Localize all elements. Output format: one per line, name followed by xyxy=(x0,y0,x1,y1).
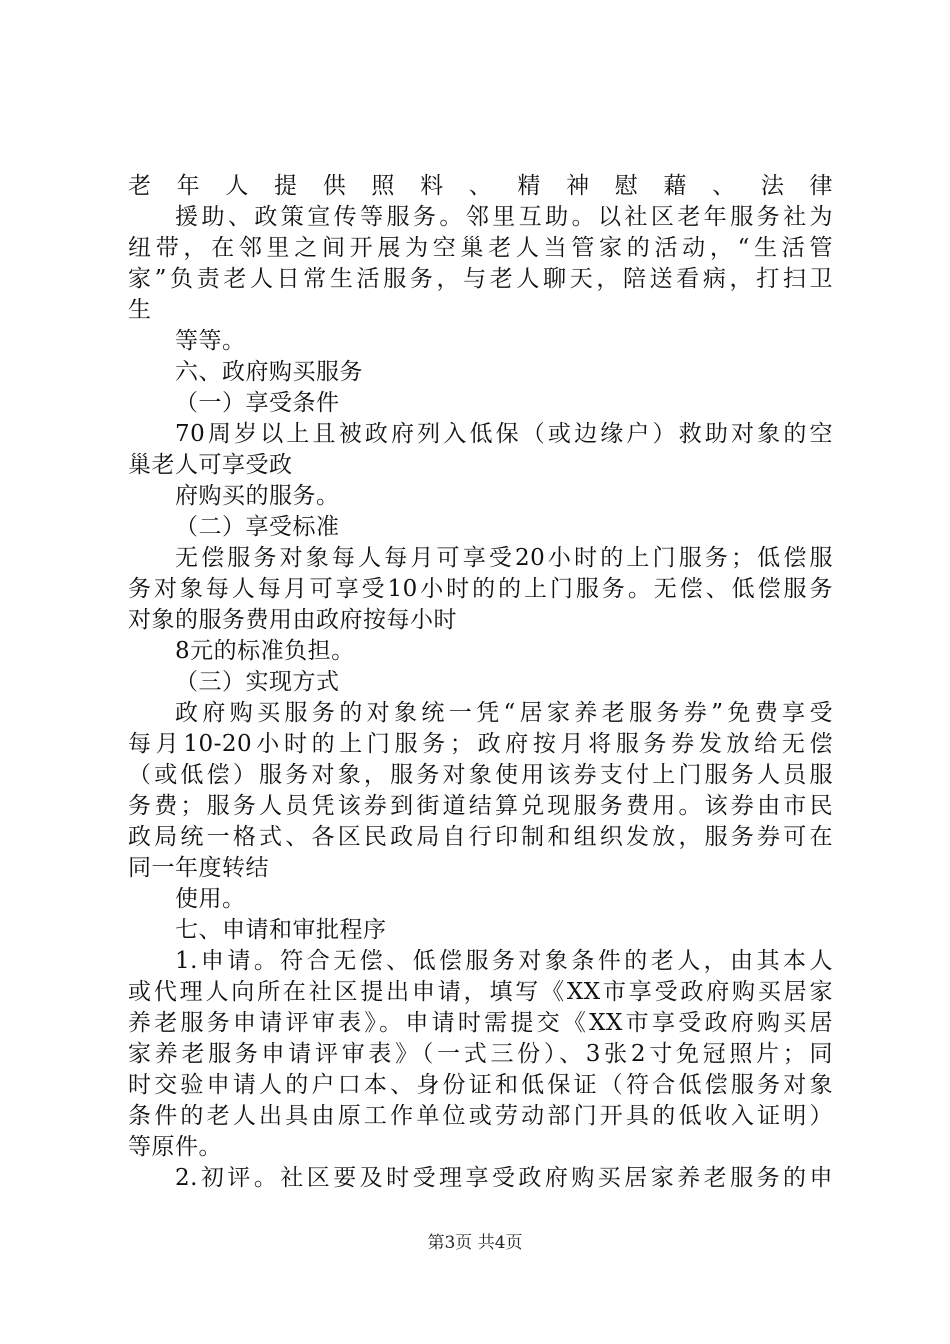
text-line: 70周岁以上且被政府列入低保（或边缘户）救助对象的空 xyxy=(175,421,833,447)
text-line: 无偿服务对象每人每月可享受20小时的上门服务；低偿服 xyxy=(175,545,833,571)
text-line: 巢老人可享受政 xyxy=(128,452,293,478)
subsection-heading: （二）享受标准 xyxy=(175,514,340,540)
text-line: 同一年度转结 xyxy=(128,855,269,881)
section-heading: 六、政府购买服务 xyxy=(175,359,363,385)
text-line: 条件的老人出具由原工作单位或劳动部门开具的低收入证明） xyxy=(128,1103,833,1129)
text-line: 或代理人向所在社区提出申请，填写《XX市享受政府购买居家 xyxy=(128,979,833,1005)
text-line: 老年人提供照料、精神慰藉、法律 xyxy=(128,173,833,199)
page-number-footer: 第3页 共4页 xyxy=(427,1233,523,1253)
text-line: 政局统一格式、各区民政局自行印制和组织发放，服务券可在 xyxy=(128,824,833,850)
text-line: 时交验申请人的户口本、身份证和低保证（符合低偿服务对象 xyxy=(128,1072,833,1098)
text-line: 政府购买服务的对象统一凭“居家养老服务券”免费享受 xyxy=(175,700,833,726)
text-line: 每月10-20小时的上门服务；政府按月将服务券发放给无偿 xyxy=(128,731,833,757)
text-line: 养老服务申请评审表》。申请时需提交《XX市享受政府购买居 xyxy=(128,1010,833,1036)
text-line: 生 xyxy=(128,297,152,323)
text-line: 1.申请。符合无偿、低偿服务对象条件的老人，由其本人 xyxy=(175,948,833,974)
text-line: 8元的标准负担。 xyxy=(175,638,355,664)
subsection-heading: （三）实现方式 xyxy=(175,669,340,695)
subsection-heading: （一）享受条件 xyxy=(175,390,340,416)
text-line: 务对象每人每月可享受10小时的的上门服务。无偿、低偿服务 xyxy=(128,576,833,602)
text-line: 务费；服务人员凭该券到街道结算兑现服务费用。该券由市民 xyxy=(128,793,833,819)
text-line: 援助、政策宣传等服务。邻里互助。以社区老年服务社为 xyxy=(175,204,833,230)
text-line: 对象的服务费用由政府按每小时 xyxy=(128,607,457,633)
text-line: 等等。 xyxy=(175,328,246,354)
text-line: 府购买的服务。 xyxy=(175,483,340,509)
text-line: 家养老服务申请评审表》（一式三份）、3张2寸免冠照片；同 xyxy=(128,1041,833,1067)
section-heading: 七、申请和审批程序 xyxy=(175,917,387,943)
text-line: 家”负责老人日常生活服务，与老人聊天，陪送看病，打扫卫 xyxy=(128,266,833,292)
text-line: 使用。 xyxy=(175,886,246,912)
text-line: 等原件。 xyxy=(128,1134,222,1160)
document-body xyxy=(128,171,833,1194)
text-line: （或低偿）服务对象，服务对象使用该券支付上门服务人员服 xyxy=(128,762,833,788)
text-line: 纽带，在邻里之间开展为空巢老人当管家的活动，“生活管 xyxy=(128,235,833,261)
text-line: 2.初评。社区要及时受理享受政府购买居家养老服务的申 xyxy=(175,1165,833,1191)
